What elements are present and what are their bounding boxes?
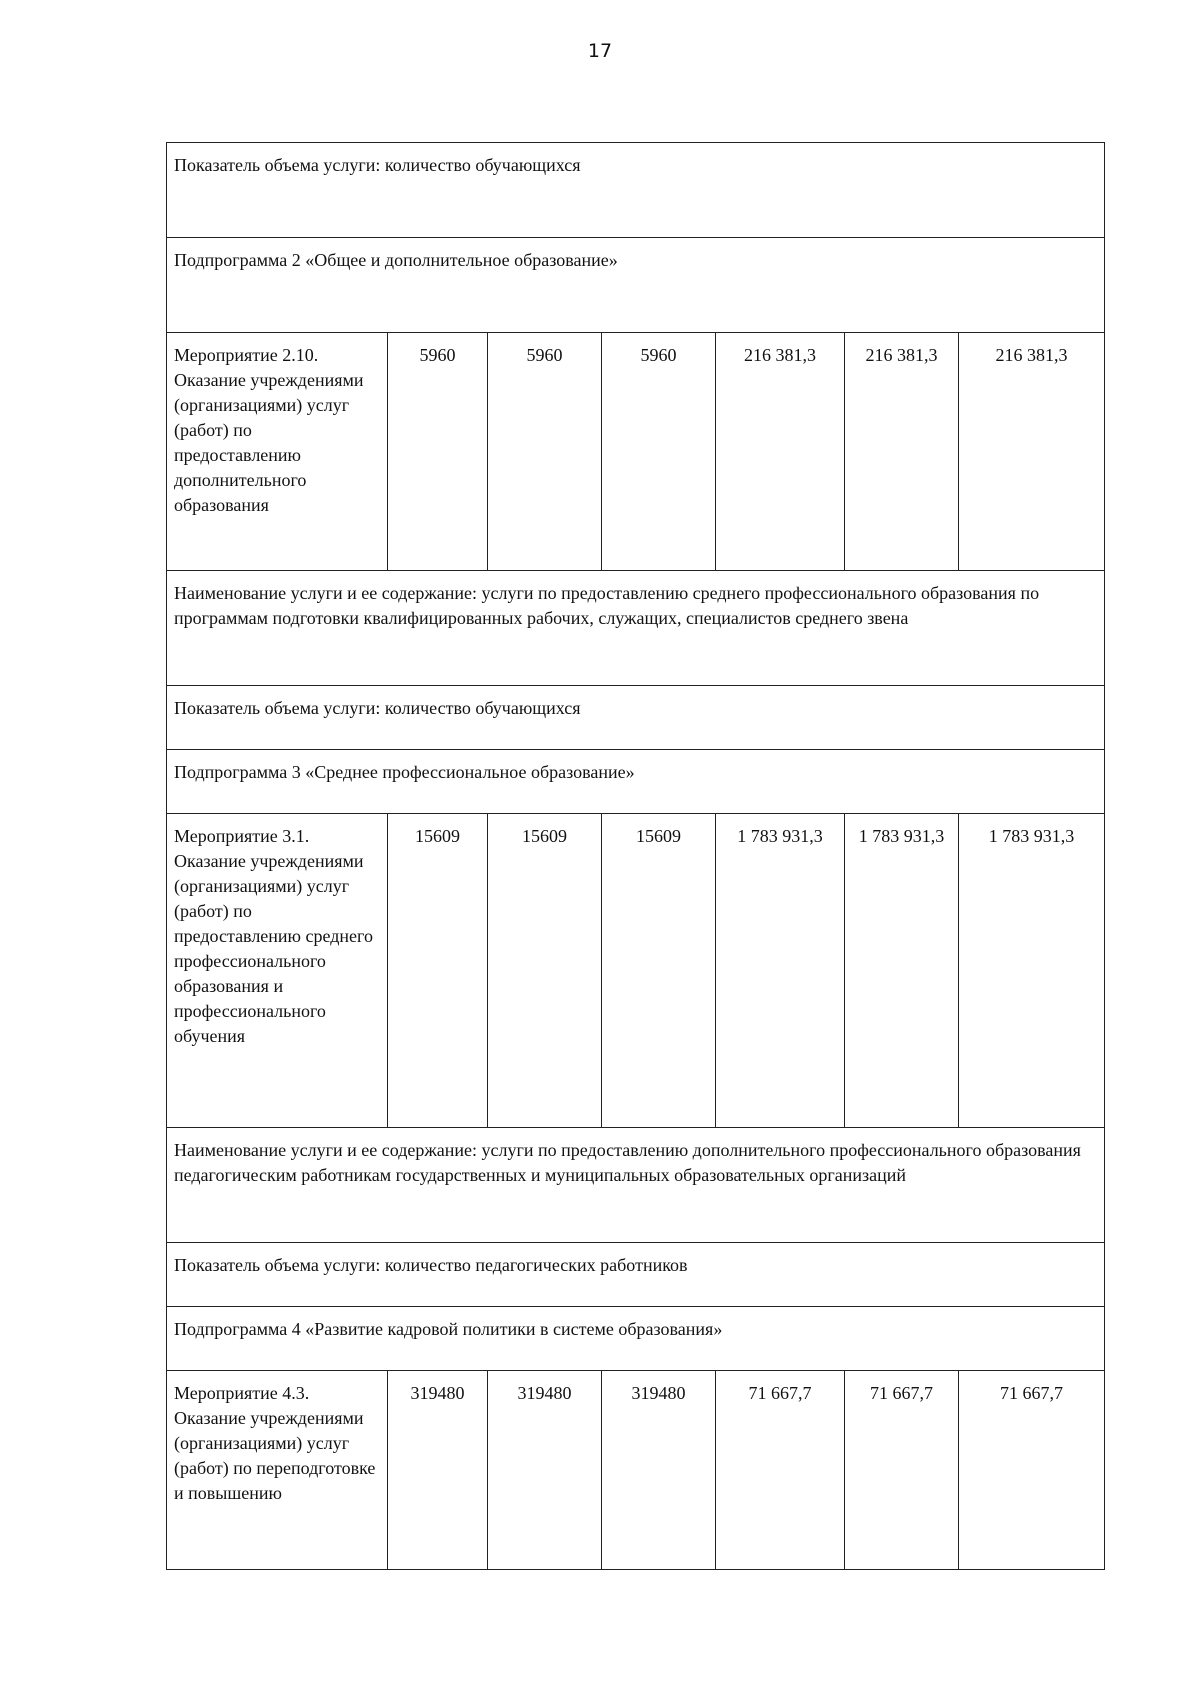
table-row: [167, 814, 1105, 1128]
value-cell: 216 381,3: [845, 333, 959, 571]
value-cell: 1 783 931,3: [845, 814, 959, 1128]
value-cell: 5960: [388, 333, 488, 571]
table-row: [167, 333, 1105, 571]
table-row: [167, 1243, 1105, 1307]
measure-name-cell: Мероприятие 3.1. Оказание учреждениями (организациями) услуг (работ) по предоставлению среднего профессионального образования и профессионального обучения: [167, 814, 388, 1128]
table-row: [167, 686, 1105, 750]
service-description-cell: Наименование услуги и ее содержание: услуги по предоставлению среднего профессионального образования по программам подготовки квалифицированных рабочих, служащих, специалистов среднего звена: [167, 571, 1105, 686]
table-row: [167, 1307, 1105, 1371]
subprogram-heading-cell: Подпрограмма 2 «Общее и дополнительное образование»: [167, 238, 1105, 333]
table-row: [167, 1371, 1105, 1570]
value-cell: 71 667,7: [845, 1371, 959, 1570]
value-cell: 1 783 931,3: [716, 814, 845, 1128]
table-row: [167, 571, 1105, 686]
value-cell: 319480: [488, 1371, 602, 1570]
value-cell: 15609: [388, 814, 488, 1128]
volume-indicator-cell: Показатель объема услуги: количество педагогических работников: [167, 1243, 1105, 1307]
value-cell: 216 381,3: [959, 333, 1105, 571]
volume-indicator-cell: Показатель объема услуги: количество обучающихся: [167, 686, 1105, 750]
service-description-cell: Наименование услуги и ее содержание: услуги по предоставлению дополнительного профессионального образования педагогическим работникам государственных и муниципальных образовательных организаций: [167, 1128, 1105, 1243]
volume-indicator-cell: Показатель объема услуги: количество обучающихся: [167, 143, 1105, 238]
subprogram-heading-cell: Подпрограмма 3 «Среднее профессиональное образование»: [167, 750, 1105, 814]
value-cell: 319480: [602, 1371, 716, 1570]
measure-name-cell: Мероприятие 2.10. Оказание учреждениями (организациями) услуг (работ) по предоставлению дополнительного образования: [167, 333, 388, 571]
table-row: [167, 1128, 1105, 1243]
value-cell: 71 667,7: [959, 1371, 1105, 1570]
measure-name-cell: Мероприятие 4.3. Оказание учреждениями (организациями) услуг (работ) по переподготовке и повышению: [167, 1371, 388, 1570]
value-cell: 5960: [602, 333, 716, 571]
value-cell: 1 783 931,3: [959, 814, 1105, 1128]
value-cell: 15609: [602, 814, 716, 1128]
value-cell: 216 381,3: [716, 333, 845, 571]
value-cell: 5960: [488, 333, 602, 571]
subprogram-heading-cell: Подпрограмма 4 «Развитие кадровой политики в системе образования»: [167, 1307, 1105, 1371]
services-table: [166, 142, 1105, 1570]
table-row: [167, 143, 1105, 238]
page-number: 17: [587, 40, 613, 62]
table-row: [167, 750, 1105, 814]
value-cell: 71 667,7: [716, 1371, 845, 1570]
value-cell: 319480: [388, 1371, 488, 1570]
table-row: [167, 238, 1105, 333]
value-cell: 15609: [488, 814, 602, 1128]
